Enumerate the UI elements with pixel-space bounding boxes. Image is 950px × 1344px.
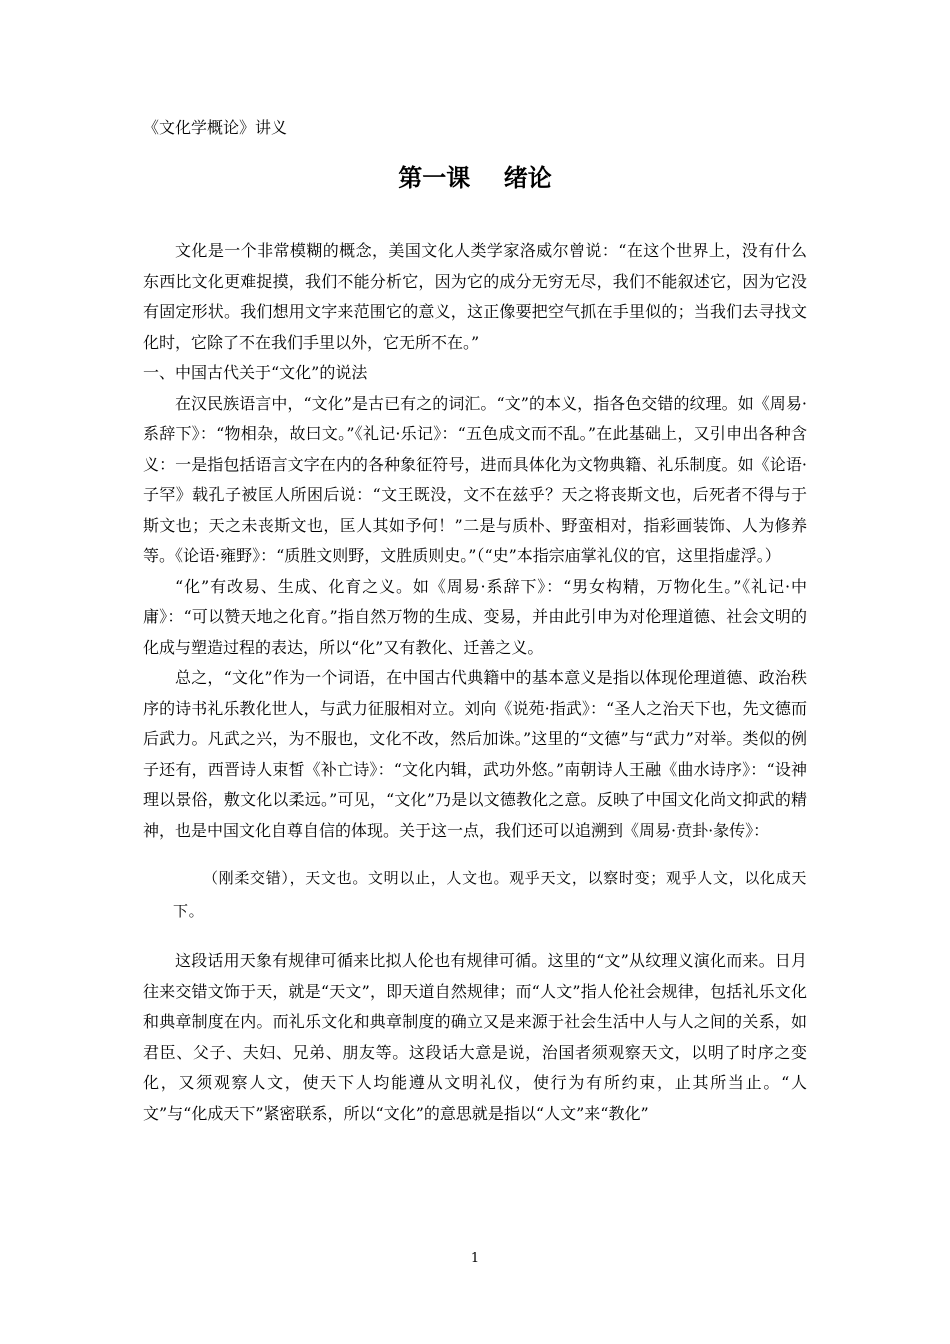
block-quote: （刚柔交错），天文也。文明以止，人文也。观乎天文，以察时变；观乎人文，以化成天下。	[173, 869, 807, 920]
paragraph-wen: 在汉民族语言中，“文化”是古已有之的词汇。“文”的本义，指各色交错的纹理。如《周易·系辞下》：“物相杂，故曰文。”《礼记·乐记》：“五色成文而不乱。”在此基础上，又引申出各种含义：一是指包括语言文字在内的各种象征符号，进而具体化为文物典籍、礼乐制度。如《论语·子罕》载孔子被匡人所困后说：“文王既没，文不在兹乎？天之将丧斯文也，后死者不得与于斯文也；天之未丧斯文也，匡人其如予何！”二是与质朴、野蛮相对，指彩画装饰、人为修养等。《论语·雍野》：“质胜文则野，文胜质则史。”（“史”本指宗庙掌礼仪的官，这里指虚浮。）	[143, 393, 807, 565]
page-number: 1	[470, 1251, 480, 1266]
paragraph-hua: “化”有改易、生成、化育之义。如《周易·系辞下》：“男女构精，万物化生。”《礼记·中庸》：“可以赞天地之化育。”指自然万物的生成、变易，并由此引申为对伦理道德、社会文明的化成与塑造过程的表达，所以“化”又有教化、迁善之义。	[143, 576, 807, 657]
document-header: 《文化学概论》讲义	[143, 118, 288, 137]
paragraph-summary: 总之，“文化”作为一个词语，在中国古代典籍中的基本意义是指以体现伦理道德、政治秩序的诗书礼乐教化世人，与武力征服相对立。刘向《说苑·指武》：“圣人之治天下也，先文德而后武力。凡武之兴，为不服也，文化不改，然后加诛。”这里的“文德”与“武力”对举。类似的例子还有，西晋诗人束皙《补亡诗》：“文化内辑，武功外悠。”南朝诗人王融《曲水诗序》：“设神理以景俗，敷文化以柔远。”可见，“文化”乃是以文德教化之意。反映了中国文化尚文抑武的精神，也是中国文化自尊自信的体现。关于这一点，我们还可以追溯到《周易·贲卦·彖传》：	[143, 668, 807, 840]
intro-paragraph: 文化是一个非常模糊的概念，美国文化人类学家洛威尔曾说：“在这个世界上，没有什么东西比文化更难捉摸，我们不能分析它，因为它的成分无穷无尽，我们不能叙述它，因为它没有固定形状。我们想用文字来范围它的意义，这正像要把空气抓在手里似的；当我们去寻找文化时，它除了不在我们手里以外，它无所不在。”	[143, 241, 807, 352]
paragraph-explanation: 这段话用天象有规律可循来比拟人伦也有规律可循。这里的“文”从纹理义演化而来。日月往来交错文饰于天，就是“天文”，即天道自然规律；而“人文”指人伦社会规律，包括礼乐文化和典章制度在内。而礼乐文化和典章制度的确立又是来源于社会生活中人与人之间的关系，如君臣、父子、夫妇、兄弟、朋友等。这段话大意是说，治国者须观察天文，以明了时序之变化，又须观察人文，使天下人均能遵从文明礼仪，使行为有所约束，止其所当止。“人文”与“化成天下”紧密联系，所以“文化”的意思就是指以“人文”来“教化”	[143, 951, 807, 1123]
section-heading: 一、中国古代关于“文化”的说法	[143, 363, 368, 382]
document-body	[143, 236, 807, 1129]
lesson-title: 第一课 绪论	[398, 164, 552, 192]
